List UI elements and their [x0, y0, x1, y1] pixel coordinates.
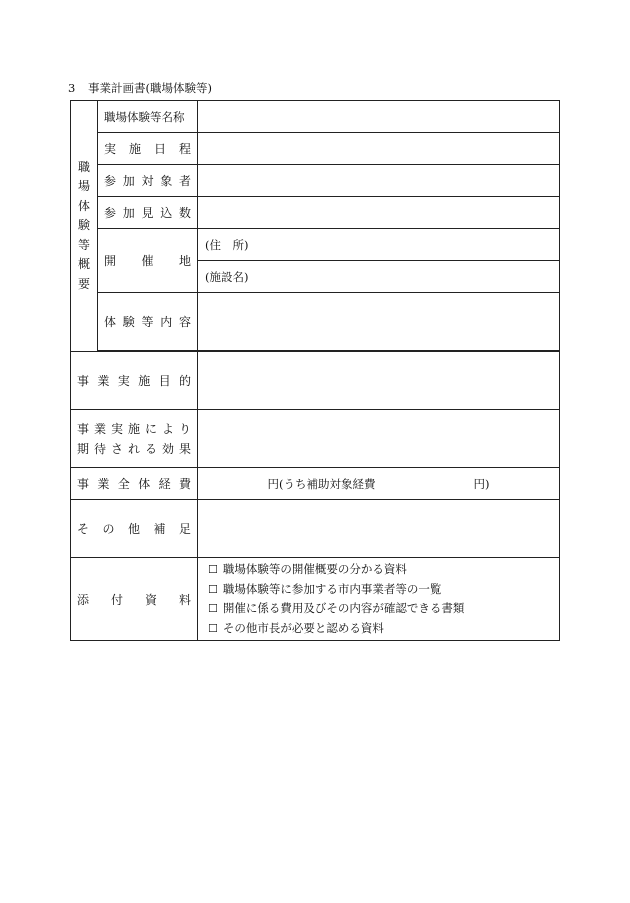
label-venue: 開 催 地 [98, 229, 198, 293]
section-title: 事業計画書(職場体験等) [88, 81, 212, 95]
row-content [71, 293, 560, 351]
field-venue-address[interactable] [198, 229, 560, 261]
label-participants: 参 加 対 象 者 [98, 165, 198, 197]
row-attachments [71, 558, 560, 641]
row-participants [71, 165, 560, 197]
field-other[interactable] [198, 500, 560, 558]
attachment-item[interactable]: ☐ 職場体験等の開催概要の分かる資料 [208, 562, 407, 576]
row-venue-address [71, 229, 560, 261]
section-heading [68, 80, 212, 96]
section-number: 3 [68, 81, 76, 95]
label-content: 体 験 等 内 容 [98, 293, 198, 351]
row-expected [71, 197, 560, 229]
row-cost [71, 468, 560, 500]
field-content[interactable] [198, 293, 560, 351]
field-total-cost[interactable] [198, 468, 560, 500]
label-program-name: 職場体験等名称 [98, 101, 198, 133]
row-schedule [71, 133, 560, 165]
attachment-item[interactable]: ☐ 職場体験等に参加する市内事業者等の一覧 [208, 581, 442, 596]
label-attachments: 添 付 資 料 [71, 558, 198, 641]
field-participants[interactable] [198, 165, 560, 197]
checkbox-icon[interactable]: ☐ [208, 602, 218, 615]
venue-facility-label: (施設名) [205, 269, 249, 284]
row-effect [71, 410, 560, 468]
label-other: そ の 他 補 足 [71, 500, 198, 558]
cost-yen: 円 [267, 476, 279, 491]
checkbox-icon[interactable]: ☐ [208, 621, 218, 635]
field-program-name[interactable] [198, 101, 560, 133]
checkbox-icon[interactable]: ☐ [208, 582, 218, 596]
venue-address-label: (住 所) [205, 237, 249, 252]
label-total-cost: 事 業 全 体 経 費 [71, 468, 198, 500]
label-purpose: 事 業 実 施 目 的 [71, 352, 198, 410]
label-effect: 事業実施により 期待される効果 [71, 410, 198, 468]
field-venue-facility[interactable] [198, 261, 560, 293]
overview-group-label: 職 場 体 験 等 概 要 [71, 101, 98, 352]
attachment-list [198, 558, 560, 641]
label-expected-count: 参 加 見 込 数 [98, 197, 198, 229]
label-schedule: 実 施 日 程 [98, 133, 198, 165]
cost-subsidy-prefix: (うち補助対象経費 [279, 476, 376, 491]
business-plan-table [70, 100, 560, 641]
attachment-item[interactable]: ☐ その他市長が必要と認める資料 [208, 620, 384, 635]
field-purpose[interactable] [198, 352, 560, 410]
field-expected-count[interactable] [198, 197, 560, 229]
checkbox-icon[interactable]: ☐ [208, 563, 218, 576]
row-name [71, 101, 560, 133]
field-effect[interactable] [198, 410, 560, 468]
field-schedule[interactable] [198, 133, 560, 165]
attachment-item[interactable]: ☐ 開催に係る費用及びその内容が確認できる書類 [208, 601, 465, 615]
row-purpose [71, 352, 560, 410]
cost-yen-close: 円) [473, 476, 490, 491]
row-other [71, 500, 560, 558]
